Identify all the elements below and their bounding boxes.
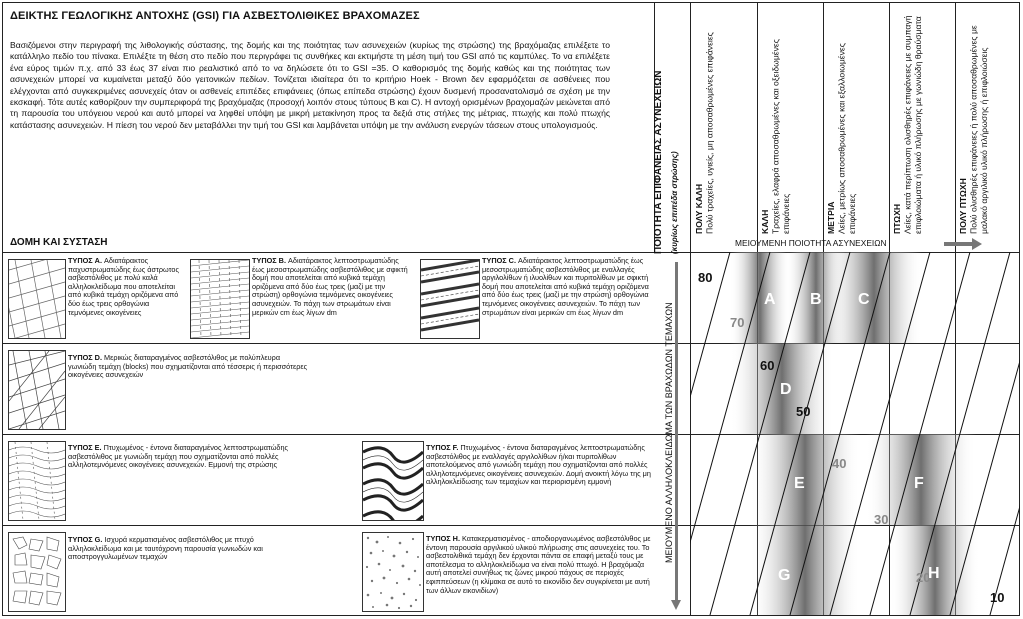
field-label-a: A [764,291,776,308]
field-e-shade [750,434,860,525]
structure-b-description: ΤΥΠΟΣ B. Αδιατάρακτος λεπτοστρωματώδης έως μεσοστρωματώδης ασβεστόλιθος με σφικτή δομή που αποτελείται από κυβικά τεμάχη οριζόμενα από δύο έως τρεις (μαζί με την στρώση) ορθογώνια τεμνόμενες οικογένειες ασυνεχειών. Το πάχη των στρωμάτων είναι μερικών cm έως λίγων dm [252,256,408,317]
quality-subheading: (κυρίως επιπέδα στρώσης) [670,151,679,254]
contour-label: 20 [916,570,931,585]
field-label-c: C [858,291,870,308]
field-label-d: D [780,381,792,398]
structure-g-description: ΤΥΠΟΣ G. Ισχυρά κερματισμένος ασβεστόλιθος με πτυχό αλληλοκλείδωμα και με ταυτόχρονη παρουσία γωνιωδών και αποστρογγυλωμένων τεμαχών [68,535,263,562]
structure-a-thumbnail [8,259,66,339]
gsi-contour [690,252,730,615]
arrow-down-icon [671,600,681,610]
field-c-shade [826,252,922,343]
structure-f-thumbnail [362,441,424,521]
structure-b-thumbnail [190,259,250,339]
contour-label: 40 [832,456,847,471]
column-head-very-good: ΠΟΛΥ ΚΑΛΗ Πολύ τραχείες, υγιείς, μη αποσαθρωμένες επιφάνειες [694,32,715,234]
structure-a-description: ΤΥΠΟΣ A. Αδιατάρακτος παχυστρωματώδης έως άστρωτος ασβεστόλιθος με πολύ καλά αλληλοκλείδωμα που αποτελείται από κυβικά τεμάχη οριζόμενα από δύο έως τρεις ορθογώνια τεμνόμενες οικογένειες [68,256,179,317]
field-label-b: B [810,291,822,308]
column-head-good: ΚΑΛΗ Τραχείες, ελαφρά αποσαθρωμένες και οξειδωμένες επιφάνειες [760,39,791,234]
field-label-h: H [928,565,940,582]
structure-d-description: ΤΥΠΟΣ D. Μερικώς διαταραγμένος ασβεστόλιθος με πολύπλευρα γωνιώδη τεμάχη (blocks) που σχηματίζονται από τέσσερις ή περισσότερες οικογένειες ασυνεχειών [68,353,308,380]
field-label-f: F [914,475,924,492]
column-head-very-poor: ΠΟΛΥ ΠΤΩΧΗ Πολύ ολισθηρές επιφάνειες ή πολύ αποσαθρωμένες με μαλακό αργιλικό υλικό πλήρωσης ή επιφλοιώσεις [958,25,989,234]
structure-heading: ΔΟΜΗ ΚΑΙ ΣΥΣΤΑΣΗ [10,237,108,248]
column-head-fair: ΜΕΤΡΙΑ Λείες, μετρίως αποσαθρωμένες και εξαλλοιωμένες επιφάνειες [826,43,857,234]
structure-h-description: ΤΥΠΟΣ H. Κατακερματισμένος - αποδιοργανωμένος ασβεστόλιθος με έντονη παρουσία αργιλικού υλικού πλήρωσης στις ασυνεχείες του. Το ασβεστολιθικά τεμάχη δεν έρχονται πάντα σε επαφή μεταξύ τους με αποτέλεσμα το αλληλοκλείδωμα να είναι πολύ πτωχό. Η βραχόμαζα αυτή αποτελεί συνήθως τις ζώνες μικρού πάχους σε περιοχές εφιππεύσεων (η κλίμακα σε αυτό το εικονίδιο δεν συγκρίνεται με αυτή των άλλων εικονιδίων) [426,534,651,595]
interlock-label: ΜΕΙΟΥΜΕΝΟ ΑΛΛΗΛΟΚΛΕΙΔΩΜΑ ΤΩΝ ΒΡΑΧΩΔΩΝ ΤΕΜΑΧΩΝ [664,302,674,564]
contour-label: 30 [874,512,889,527]
structure-d-thumbnail [8,350,66,430]
contour-label: 10 [990,590,1005,605]
decreasing-quality-label: ΜΕΙΟΥΜΕΝΗ ΠΟΙΟΤΗΤΑ ΑΣΥΝΕΧΕΙΩΝ [735,238,887,248]
column-head-poor: ΠΤΩΧΗ Λείες, κατά περίπτωση ολισθηρές επιφάνειες με συμπαγή επιφλοιώματα ή υλικό πλήρωσης με γωνιώδη θραύσματα [892,15,923,234]
field-label-g: G [778,567,791,584]
page-title: ΔΕΙΚΤΗΣ ΓΕΩΛΟΓΙΚΗΣ ΑΝΤΟΧΗΣ (GSI) ΓΙΑ ΑΣΒΕΣΤΟΛΙΘΙΚΕΣ ΒΡΑΧΟΜΑΖΕΣ [10,10,420,22]
structure-g-thumbnail [8,532,66,612]
intro-paragraph: Βασιζόμενοι στην περιγραφή της λιθολογικής σύστασης, της δομής και της ποιότητας των ασυνεχειών (κυρίως της στρώσης) της βραχόμαζας επιλέξετε το κατάλληλο πεδίο του πίνακα. Επιλέξτε τη θέση στο πεδίο που περιγράφει τις συνθήκες και εκτιμήστε τη μέση τιμή του GSI από τις καμπύλες. Το να επιλέξετε ένα εύρος τιμών π.χ. από 33 έως 37 είναι πιο ρεαλιστικό από το να δηλώσετε ότι το GSI =35. Ο καθορισμός της δομής καθώς και της ποιότητας των ασυνεχειών μπορεί να κυμαίνεται μεταξύ δύο γειτονικών πεδίων. Τονίζεται ιδιαίτερα ότι το κριτήριο Hoek - Brown δεν εφαρμόζεται σε ασθένειες που ελέγχονται από συγκεκριμένες ασυνεχείς όταν οι ασθενείς επιπέδες επιφάνειες (όπως επίπεδα στρώσης) έχουν δυσμενή προσανατολισμό σε σχέση με την εκσκαφή. Τότε αυτές καθορίζουν την συμπεριφορά της βραχόμαζας (προσοχή λοιπόν στους τύπους Β και C). Η αντοχή ορισμένων βραχομαζών μειώνεται από τη παρουσία του υπόγειου νερού και αυτό μπορεί να ληφθεί υπόψη με μικρή μετακίνηση προς τα δεξιά στις στήλες της μέτριας, πτωχής και πολύ πτωχής κατάστασης ασυνεχειών. Η πίεση του νερού δεν μεταβάλλει την τιμή του GSI και λαμβάνεται υπόψη με την ανάλυση ενεργών τάσεων στους υπολογισμούς. [10,40,610,130]
gsi-chart [690,252,1020,615]
contour-label: 80 [698,270,713,285]
structure-h-thumbnail [362,532,424,612]
structure-e-thumbnail [8,441,66,521]
field-g-shade [750,525,860,615]
arrow-right-icon [972,238,982,250]
structure-c-thumbnail [420,259,480,339]
arrow-down-icon [675,262,678,602]
structure-f-description: ΤΥΠΟΣ F. Πτυχωμένος - έντονα διαταραγμένος λεπτοστρωματώδης ασβεστόλιθος με εναλλαγές αργιλολίθων ή/και πυριτολίθων αποτελούμενος από γωνιώδη τεμάχη που σχηματίζονται από πολλές αλληλοτεμνόμενες οικογένειες ασυνεχειών. Δομή ανοικτή λόγω της μη αλληλοκλείδωσης των τεμαχίων και περιορισμένη εμμονή [426,443,651,487]
quality-heading: ΠΟΙΟΤΗΤΑ ΕΠΙΦΑΝΕΙΑΣ ΑΣΥΝΕΧΕΙΩΝ [653,70,664,254]
structure-c-description: ΤΥΠΟΣ C. Αδιατάρακτος λεπτοστρωματώδης έως μεσοστρωματώδης ασβεστόλιθος με εναλλαγές αργιλολίθων ή ιλυολίθων και πυριτολίθων με σφικτή δομή που αποτελείται από κυβικά τεμάχη οριζόμενα από δύο έως τρεις (μαζί με την στρώση) ορθογώνια τεμνόμενες οικογένειες ασυνεχειών. Το πάχη των στρωμάτων είναι μερικών cm έως λίγων dm [482,256,649,317]
field-label-e: E [794,475,805,492]
contour-label: 70 [730,315,745,330]
structure-e-description: ΤΥΠΟΣ E. Πτυχωμένος - έντονα διαταραγμένος λεπτοστρωματώδης ασβεστόλιθος με γωνιώδη τεμάχη που σχηματίζονται από πολλές αλληλοτεμνόμενες οικογένειες ασυνεχειών. Εμμονή της στρώσης [68,443,289,470]
arrow-right-icon [944,242,974,246]
contour-label: 50 [796,404,811,419]
contour-label: 60 [760,358,775,373]
